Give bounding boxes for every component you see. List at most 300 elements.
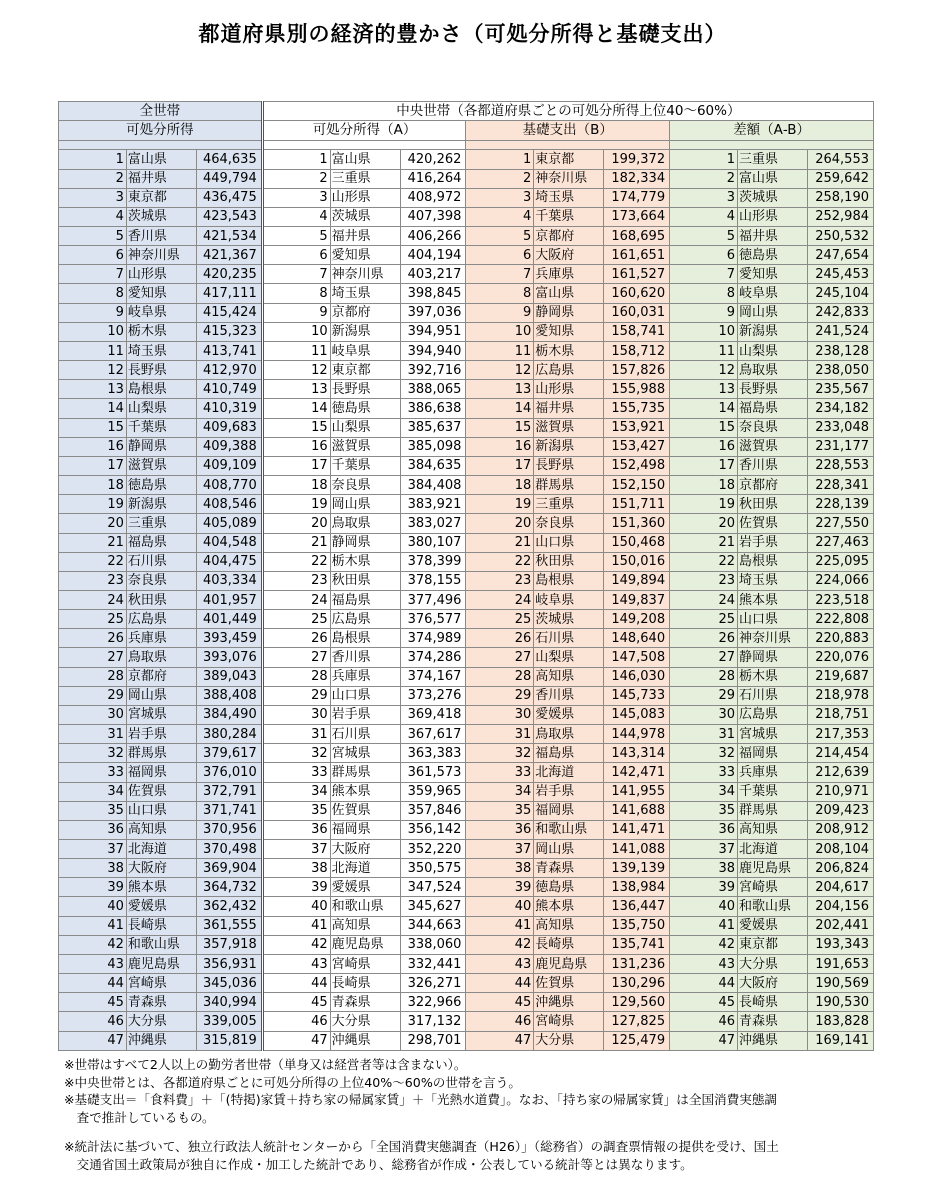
income-a-prefecture-cell: 山梨県 (330, 418, 400, 437)
income-a-rank-cell: 42 (262, 935, 330, 954)
difference-value-cell: 206,824 (807, 859, 873, 878)
all-rank-cell: 6 (59, 246, 127, 265)
difference-value-cell: 169,141 (807, 1031, 873, 1050)
income-a-prefecture-cell: 沖縄県 (330, 1031, 400, 1050)
all-prefecture-cell: 茨城県 (126, 207, 196, 226)
difference-value-cell: 217,353 (807, 725, 873, 744)
difference-prefecture-cell: 長野県 (737, 380, 807, 399)
expenditure-b-prefecture-cell: 福島県 (534, 744, 604, 763)
all-value-cell: 393,459 (196, 629, 262, 648)
income-a-rank-cell: 33 (262, 763, 330, 782)
expenditure-b-rank-cell: 16 (466, 437, 534, 456)
income-a-value-cell: 407,398 (400, 207, 466, 226)
table-row (59, 265, 874, 284)
income-a-value-cell: 374,989 (400, 629, 466, 648)
difference-rank-cell: 26 (670, 629, 738, 648)
all-value-cell: 356,931 (196, 954, 262, 973)
difference-value-cell: 234,182 (807, 399, 873, 418)
expenditure-b-rank-cell: 42 (466, 935, 534, 954)
income-a-value-cell: 347,524 (400, 878, 466, 897)
all-prefecture-cell: 香川県 (126, 227, 196, 246)
difference-rank-cell: 10 (670, 322, 738, 341)
header-row-columns (59, 121, 874, 141)
difference-value-cell: 218,751 (807, 705, 873, 724)
income-a-rank-cell: 26 (262, 629, 330, 648)
difference-rank-cell: 35 (670, 801, 738, 820)
all-value-cell: 315,819 (196, 1031, 262, 1050)
difference-rank-cell: 5 (670, 227, 738, 246)
difference-value-cell: 245,453 (807, 265, 873, 284)
expenditure-b-rank-cell: 21 (466, 533, 534, 552)
income-a-value-cell: 345,627 (400, 897, 466, 916)
difference-value-cell: 228,553 (807, 456, 873, 475)
expenditure-b-value-cell: 130,296 (604, 974, 670, 993)
income-a-value-cell: 356,142 (400, 820, 466, 839)
expenditure-b-value-cell: 139,139 (604, 859, 670, 878)
income-a-value-cell: 408,972 (400, 188, 466, 207)
all-value-cell: 370,956 (196, 820, 262, 839)
expenditure-b-value-cell: 160,031 (604, 303, 670, 322)
difference-value-cell: 224,066 (807, 571, 873, 590)
expenditure-b-prefecture-cell: 新潟県 (534, 437, 604, 456)
expenditure-b-rank-cell: 46 (466, 1012, 534, 1031)
all-value-cell: 421,367 (196, 246, 262, 265)
income-a-prefecture-cell: 長崎県 (330, 974, 400, 993)
difference-value-cell: 183,828 (807, 1012, 873, 1031)
expenditure-b-value-cell: 125,479 (604, 1031, 670, 1050)
all-prefecture-cell: 青森県 (126, 993, 196, 1012)
difference-prefecture-cell: 山口県 (737, 610, 807, 629)
difference-value-cell: 252,984 (807, 207, 873, 226)
expenditure-b-value-cell: 141,088 (604, 840, 670, 859)
income-a-prefecture-cell: 滋賀県 (330, 437, 400, 456)
expenditure-b-prefecture-cell: 京都府 (534, 227, 604, 246)
difference-prefecture-cell: 岐阜県 (737, 284, 807, 303)
all-rank-cell: 3 (59, 188, 127, 207)
income-a-prefecture-cell: 岩手県 (330, 705, 400, 724)
table-row (59, 284, 874, 303)
table-row (59, 974, 874, 993)
expenditure-b-value-cell: 155,735 (604, 399, 670, 418)
income-a-prefecture-cell: 東京都 (330, 361, 400, 380)
income-a-prefecture-cell: 福井県 (330, 227, 400, 246)
difference-rank-cell: 6 (670, 246, 738, 265)
table-row (59, 744, 874, 763)
all-prefecture-cell: 愛媛県 (126, 897, 196, 916)
difference-rank-cell: 9 (670, 303, 738, 322)
all-rank-cell: 23 (59, 571, 127, 590)
footnote: ※統計法に基づいて、独立行政法人統計センターから「全国消費実態調査（H26）」（総務省）の調査票情報の提供を受け、国土 (64, 1139, 779, 1154)
header-difference: 差額（A‐B） (670, 121, 874, 141)
income-a-value-cell: 363,383 (400, 744, 466, 763)
expenditure-b-value-cell: 136,447 (604, 897, 670, 916)
all-value-cell: 403,334 (196, 571, 262, 590)
income-a-rank-cell: 1 (262, 150, 330, 169)
expenditure-b-rank-cell: 33 (466, 763, 534, 782)
difference-value-cell: 208,912 (807, 820, 873, 839)
all-value-cell: 376,010 (196, 763, 262, 782)
expenditure-b-rank-cell: 5 (466, 227, 534, 246)
income-a-value-cell: 377,496 (400, 590, 466, 609)
income-a-prefecture-cell: 兵庫県 (330, 667, 400, 686)
all-value-cell: 372,791 (196, 782, 262, 801)
table-row (59, 418, 874, 437)
table-row (59, 878, 874, 897)
all-rank-cell: 15 (59, 418, 127, 437)
all-rank-cell: 30 (59, 705, 127, 724)
expenditure-b-prefecture-cell: 茨城県 (534, 610, 604, 629)
difference-value-cell: 228,341 (807, 476, 873, 495)
income-a-rank-cell: 43 (262, 954, 330, 973)
expenditure-b-value-cell: 158,741 (604, 322, 670, 341)
expenditure-b-value-cell: 168,695 (604, 227, 670, 246)
expenditure-b-value-cell: 150,016 (604, 552, 670, 571)
income-a-value-cell: 380,107 (400, 533, 466, 552)
all-prefecture-cell: 栃木県 (126, 322, 196, 341)
expenditure-b-value-cell: 153,921 (604, 418, 670, 437)
all-value-cell: 436,475 (196, 188, 262, 207)
expenditure-b-rank-cell: 12 (466, 361, 534, 380)
difference-value-cell: 233,048 (807, 418, 873, 437)
income-a-rank-cell: 30 (262, 705, 330, 724)
income-a-prefecture-cell: 京都府 (330, 303, 400, 322)
income-a-prefecture-cell: 神奈川県 (330, 265, 400, 284)
difference-value-cell: 242,833 (807, 303, 873, 322)
difference-prefecture-cell: 青森県 (737, 1012, 807, 1031)
all-rank-cell: 43 (59, 954, 127, 973)
difference-rank-cell: 16 (670, 437, 738, 456)
difference-prefecture-cell: 大分県 (737, 954, 807, 973)
table-row (59, 571, 874, 590)
income-a-value-cell: 326,271 (400, 974, 466, 993)
expenditure-b-rank-cell: 24 (466, 590, 534, 609)
all-value-cell: 405,089 (196, 514, 262, 533)
all-rank-cell: 42 (59, 935, 127, 954)
expenditure-b-rank-cell: 27 (466, 648, 534, 667)
all-prefecture-cell: 大阪府 (126, 859, 196, 878)
expenditure-b-value-cell: 151,360 (604, 514, 670, 533)
income-a-rank-cell: 27 (262, 648, 330, 667)
table-row (59, 188, 874, 207)
all-rank-cell: 21 (59, 533, 127, 552)
expenditure-b-prefecture-cell: 山口県 (534, 533, 604, 552)
all-value-cell: 384,490 (196, 705, 262, 724)
difference-rank-cell: 7 (670, 265, 738, 284)
difference-prefecture-cell: 群馬県 (737, 801, 807, 820)
header-disposable-income: 可処分所得 (59, 121, 263, 141)
spacer-cell (466, 141, 670, 150)
all-value-cell: 420,235 (196, 265, 262, 284)
difference-prefecture-cell: 長崎県 (737, 993, 807, 1012)
difference-prefecture-cell: 秋田県 (737, 495, 807, 514)
expenditure-b-rank-cell: 41 (466, 916, 534, 935)
income-a-prefecture-cell: 埼玉県 (330, 284, 400, 303)
expenditure-b-value-cell: 149,208 (604, 610, 670, 629)
difference-rank-cell: 46 (670, 1012, 738, 1031)
all-value-cell: 415,323 (196, 322, 262, 341)
expenditure-b-prefecture-cell: 富山県 (534, 284, 604, 303)
expenditure-b-value-cell: 199,372 (604, 150, 670, 169)
income-a-value-cell: 369,418 (400, 705, 466, 724)
income-a-rank-cell: 41 (262, 916, 330, 935)
all-rank-cell: 13 (59, 380, 127, 399)
expenditure-b-prefecture-cell: 秋田県 (534, 552, 604, 571)
all-rank-cell: 4 (59, 207, 127, 226)
expenditure-b-value-cell: 151,711 (604, 495, 670, 514)
difference-value-cell: 210,971 (807, 782, 873, 801)
income-a-value-cell: 344,663 (400, 916, 466, 935)
expenditure-b-value-cell: 153,427 (604, 437, 670, 456)
expenditure-b-value-cell: 147,508 (604, 648, 670, 667)
all-prefecture-cell: 千葉県 (126, 418, 196, 437)
table-row (59, 476, 874, 495)
all-prefecture-cell: 岐阜県 (126, 303, 196, 322)
expenditure-b-rank-cell: 1 (466, 150, 534, 169)
difference-value-cell: 202,441 (807, 916, 873, 935)
all-rank-cell: 10 (59, 322, 127, 341)
difference-prefecture-cell: 静岡県 (737, 648, 807, 667)
expenditure-b-value-cell: 129,560 (604, 993, 670, 1012)
income-a-value-cell: 384,408 (400, 476, 466, 495)
all-prefecture-cell: 北海道 (126, 840, 196, 859)
income-a-prefecture-cell: 鹿児島県 (330, 935, 400, 954)
all-prefecture-cell: 福島県 (126, 533, 196, 552)
table-row (59, 361, 874, 380)
difference-value-cell: 220,883 (807, 629, 873, 648)
difference-rank-cell: 45 (670, 993, 738, 1012)
income-a-prefecture-cell: 高知県 (330, 916, 400, 935)
income-a-rank-cell: 12 (262, 361, 330, 380)
difference-rank-cell: 36 (670, 820, 738, 839)
difference-rank-cell: 31 (670, 725, 738, 744)
income-a-prefecture-cell: 岐阜県 (330, 341, 400, 360)
income-a-value-cell: 403,217 (400, 265, 466, 284)
all-rank-cell: 17 (59, 456, 127, 475)
difference-prefecture-cell: 千葉県 (737, 782, 807, 801)
expenditure-b-rank-cell: 19 (466, 495, 534, 514)
difference-prefecture-cell: 愛媛県 (737, 916, 807, 935)
all-rank-cell: 45 (59, 993, 127, 1012)
expenditure-b-value-cell: 174,779 (604, 188, 670, 207)
all-rank-cell: 37 (59, 840, 127, 859)
difference-value-cell: 204,156 (807, 897, 873, 916)
income-a-value-cell: 385,098 (400, 437, 466, 456)
difference-rank-cell: 3 (670, 188, 738, 207)
table-row (59, 859, 874, 878)
expenditure-b-value-cell: 145,733 (604, 686, 670, 705)
income-a-prefecture-cell: 静岡県 (330, 533, 400, 552)
all-value-cell: 393,076 (196, 648, 262, 667)
expenditure-b-value-cell: 158,712 (604, 341, 670, 360)
income-a-value-cell: 376,577 (400, 610, 466, 629)
expenditure-b-prefecture-cell: 長野県 (534, 456, 604, 475)
table-row (59, 763, 874, 782)
expenditure-b-rank-cell: 31 (466, 725, 534, 744)
all-value-cell: 413,741 (196, 341, 262, 360)
expenditure-b-rank-cell: 11 (466, 341, 534, 360)
income-a-rank-cell: 39 (262, 878, 330, 897)
income-a-prefecture-cell: 徳島県 (330, 399, 400, 418)
all-value-cell: 408,770 (196, 476, 262, 495)
all-rank-cell: 36 (59, 820, 127, 839)
income-a-prefecture-cell: 群馬県 (330, 763, 400, 782)
all-prefecture-cell: 秋田県 (126, 590, 196, 609)
expenditure-b-prefecture-cell: 宮崎県 (534, 1012, 604, 1031)
all-rank-cell: 44 (59, 974, 127, 993)
expenditure-b-prefecture-cell: 高知県 (534, 667, 604, 686)
all-prefecture-cell: 島根県 (126, 380, 196, 399)
header-basic-expenditure-b: 基礎支出（B） (466, 121, 670, 141)
income-a-value-cell: 357,846 (400, 801, 466, 820)
income-a-rank-cell: 11 (262, 341, 330, 360)
income-a-prefecture-cell: 石川県 (330, 725, 400, 744)
difference-prefecture-cell: 奈良県 (737, 418, 807, 437)
all-value-cell: 409,388 (196, 437, 262, 456)
income-a-prefecture-cell: 山口県 (330, 686, 400, 705)
all-value-cell: 464,635 (196, 150, 262, 169)
difference-rank-cell: 40 (670, 897, 738, 916)
difference-prefecture-cell: 島根県 (737, 552, 807, 571)
income-a-value-cell: 317,132 (400, 1012, 466, 1031)
all-value-cell: 339,005 (196, 1012, 262, 1031)
all-prefecture-cell: 鹿児島県 (126, 954, 196, 973)
income-a-rank-cell: 24 (262, 590, 330, 609)
all-value-cell: 404,475 (196, 552, 262, 571)
difference-rank-cell: 24 (670, 590, 738, 609)
expenditure-b-value-cell: 144,978 (604, 725, 670, 744)
difference-prefecture-cell: 広島県 (737, 705, 807, 724)
table-row (59, 552, 874, 571)
difference-value-cell: 258,190 (807, 188, 873, 207)
income-a-prefecture-cell: 島根県 (330, 629, 400, 648)
all-value-cell: 415,424 (196, 303, 262, 322)
difference-prefecture-cell: 山形県 (737, 207, 807, 226)
all-prefecture-cell: 長野県 (126, 361, 196, 380)
all-prefecture-cell: 京都府 (126, 667, 196, 686)
table-row (59, 667, 874, 686)
expenditure-b-value-cell: 160,620 (604, 284, 670, 303)
table-row (59, 380, 874, 399)
all-value-cell: 340,994 (196, 993, 262, 1012)
expenditure-b-prefecture-cell: 大阪府 (534, 246, 604, 265)
expenditure-b-value-cell: 149,894 (604, 571, 670, 590)
income-a-prefecture-cell: 三重県 (330, 169, 400, 188)
difference-rank-cell: 2 (670, 169, 738, 188)
header-spacer-row (59, 141, 874, 150)
all-value-cell: 408,546 (196, 495, 262, 514)
expenditure-b-rank-cell: 38 (466, 859, 534, 878)
income-a-prefecture-cell: 香川県 (330, 648, 400, 667)
expenditure-b-value-cell: 152,150 (604, 476, 670, 495)
all-rank-cell: 25 (59, 610, 127, 629)
expenditure-b-value-cell: 131,236 (604, 954, 670, 973)
difference-value-cell: 223,518 (807, 590, 873, 609)
difference-value-cell: 209,423 (807, 801, 873, 820)
all-value-cell: 412,970 (196, 361, 262, 380)
difference-rank-cell: 33 (670, 763, 738, 782)
income-a-rank-cell: 13 (262, 380, 330, 399)
expenditure-b-rank-cell: 13 (466, 380, 534, 399)
all-rank-cell: 32 (59, 744, 127, 763)
income-a-value-cell: 350,575 (400, 859, 466, 878)
expenditure-b-prefecture-cell: 奈良県 (534, 514, 604, 533)
expenditure-b-value-cell: 145,083 (604, 705, 670, 724)
income-a-value-cell: 406,266 (400, 227, 466, 246)
expenditure-b-value-cell: 143,314 (604, 744, 670, 763)
income-a-rank-cell: 5 (262, 227, 330, 246)
all-prefecture-cell: 山梨県 (126, 399, 196, 418)
difference-prefecture-cell: 福岡県 (737, 744, 807, 763)
table-row (59, 590, 874, 609)
all-rank-cell: 11 (59, 341, 127, 360)
difference-prefecture-cell: 埼玉県 (737, 571, 807, 590)
difference-rank-cell: 12 (670, 361, 738, 380)
difference-rank-cell: 39 (670, 878, 738, 897)
expenditure-b-rank-cell: 37 (466, 840, 534, 859)
all-value-cell: 370,498 (196, 840, 262, 859)
all-value-cell: 409,683 (196, 418, 262, 437)
all-prefecture-cell: 山口県 (126, 801, 196, 820)
expenditure-b-rank-cell: 47 (466, 1031, 534, 1050)
all-prefecture-cell: 福岡県 (126, 763, 196, 782)
income-a-value-cell: 378,155 (400, 571, 466, 590)
all-rank-cell: 28 (59, 667, 127, 686)
all-prefecture-cell: 高知県 (126, 820, 196, 839)
table-row (59, 495, 874, 514)
expenditure-b-prefecture-cell: 北海道 (534, 763, 604, 782)
expenditure-b-rank-cell: 17 (466, 456, 534, 475)
table-row (59, 935, 874, 954)
expenditure-b-rank-cell: 28 (466, 667, 534, 686)
difference-prefecture-cell: 福井県 (737, 227, 807, 246)
difference-value-cell: 225,095 (807, 552, 873, 571)
difference-prefecture-cell: 福島県 (737, 399, 807, 418)
all-value-cell: 417,111 (196, 284, 262, 303)
expenditure-b-prefecture-cell: 栃木県 (534, 341, 604, 360)
income-a-value-cell: 322,966 (400, 993, 466, 1012)
income-a-prefecture-cell: 鳥取県 (330, 514, 400, 533)
expenditure-b-value-cell: 161,527 (604, 265, 670, 284)
income-a-prefecture-cell: 栃木県 (330, 552, 400, 571)
all-value-cell: 361,555 (196, 916, 262, 935)
income-a-prefecture-cell: 青森県 (330, 993, 400, 1012)
table-row (59, 782, 874, 801)
difference-prefecture-cell: 三重県 (737, 150, 807, 169)
all-rank-cell: 38 (59, 859, 127, 878)
expenditure-b-prefecture-cell: 香川県 (534, 686, 604, 705)
income-a-rank-cell: 35 (262, 801, 330, 820)
spacer-cell (262, 141, 466, 150)
expenditure-b-rank-cell: 4 (466, 207, 534, 226)
income-a-prefecture-cell: 北海道 (330, 859, 400, 878)
header-middle-households: 中央世帯（各都道府県ごとの可処分所得上位40～60%） (262, 102, 873, 121)
all-prefecture-cell: 静岡県 (126, 437, 196, 456)
difference-prefecture-cell: 茨城県 (737, 188, 807, 207)
table-row (59, 840, 874, 859)
difference-rank-cell: 20 (670, 514, 738, 533)
income-a-rank-cell: 46 (262, 1012, 330, 1031)
expenditure-b-prefecture-cell: 福岡県 (534, 801, 604, 820)
expenditure-b-value-cell: 148,640 (604, 629, 670, 648)
income-a-prefecture-cell: 佐賀県 (330, 801, 400, 820)
table-row (59, 437, 874, 456)
all-rank-cell: 33 (59, 763, 127, 782)
expenditure-b-prefecture-cell: 島根県 (534, 571, 604, 590)
expenditure-b-rank-cell: 2 (466, 169, 534, 188)
income-a-rank-cell: 15 (262, 418, 330, 437)
all-prefecture-cell: 沖縄県 (126, 1031, 196, 1050)
difference-value-cell: 247,654 (807, 246, 873, 265)
